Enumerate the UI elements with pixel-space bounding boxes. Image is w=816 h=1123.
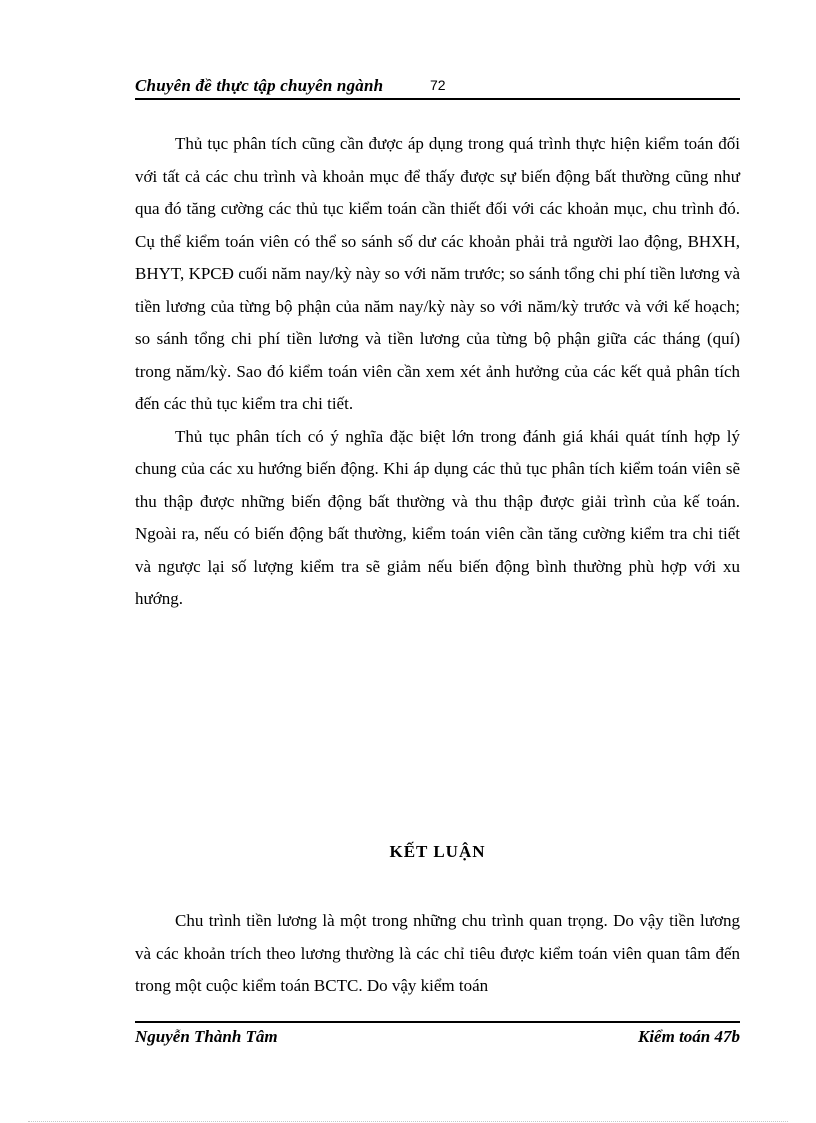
conclusion-text: [135, 905, 740, 1003]
footer-author: Nguyễn Thành Tâm: [135, 1027, 278, 1046]
paragraph: Thủ tục phân tích cũng cần được áp dụng trong quá trình thực hiện kiểm toán đối với tất cả các chu trình và khoản mục để thấy được sự biến động bất thường cũng như qua đó tăng cường các thủ tục kiểm toán cần thiết đối với các khoản mục, chu trình đó. Cụ thể kiểm toán viên có thể so sánh số dư các khoản phải trả người lao động, BHXH, BHYT, KPCĐ cuối năm nay/kỳ này so với năm trước; so sánh tổng chi phí tiền lương và tiền lương của từng bộ phận của năm nay/kỳ này so với năm/kỳ trước và với kế hoạch; so sánh tổng chi phí tiền lương và tiền lương của từng bộ phận giữa các tháng (quí) trong năm/kỳ. Sao đó kiểm toán viên cần xem xét ảnh hưởng của các kết quả phân tích đến các thủ tục kiểm tra chi tiết.: [135, 134, 740, 413]
header-title: Chuyên đề thực tập chuyên ngành: [135, 76, 384, 95]
page-number: 72: [430, 77, 446, 93]
page-header: [135, 74, 740, 100]
paragraph: Thủ tục phân tích có ý nghĩa đặc biệt lớn trong đánh giá khái quát tính hợp lý chung của các xu hướng biến động. Khi áp dụng các thủ tục phân tích kiểm toán viên sẽ thu thập được những biến động bất thường và thu thập được giải trình của kế toán. Ngoài ra, nếu có biến động bất thường, kiểm toán viên cần tăng cường kiểm tra chi tiết và ngược lại số lượng kiểm tra sẽ giảm nếu biến động bình thường phù hợp với xu hướng.: [135, 426, 740, 608]
header-rule: [135, 98, 740, 100]
conclusion-heading: KẾT LUẬN: [389, 842, 486, 861]
paragraph: Chu trình tiền lương là một trong những chu trình quan trọng. Do vậy tiền lương và các khoản trích theo lương thường là các chỉ tiêu được kiểm toán viên quan tâm đến trong một cuộc kiểm toán BCTC. Do vậy kiểm toán: [135, 911, 740, 995]
footer-rule: [135, 1021, 740, 1023]
body-text: [135, 128, 740, 616]
page-edge-divider: [28, 1121, 788, 1122]
footer-class: Kiểm toán 47b: [637, 1027, 740, 1046]
